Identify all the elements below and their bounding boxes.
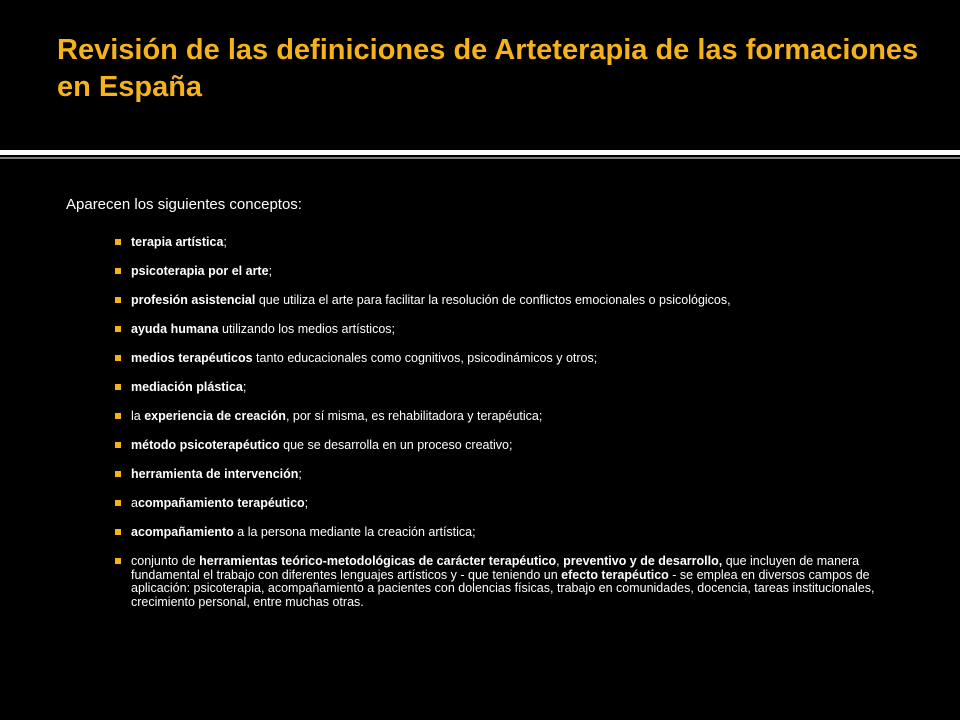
- concept-text: ;: [304, 496, 309, 510]
- concept-text: conjunto de: [131, 554, 200, 568]
- list-item: [115, 236, 905, 250]
- concept-text: a: [131, 496, 138, 510]
- list-item: [115, 439, 905, 453]
- concept-text: - se emplea en diversos campos de aplicación: psicoterapia, acompañamiento a pacientes con dolencias físicas, trabajo en comunidades, docencia, tareas institucionales, crecimiento personal, entre muchas otras.: [131, 567, 875, 609]
- concept-keyword: herramienta de intervención: [131, 467, 299, 481]
- concept-text: , por sí misma, es rehabilitadora y terapéutica;: [285, 409, 543, 423]
- square-bullet-icon: [115, 326, 121, 332]
- concept-text: tanto educacionales como cognitivos, psicodinámicos y otros;: [252, 351, 598, 365]
- list-item: [115, 526, 905, 540]
- concept-text: que utiliza el arte para facilitar la resolución de conflictos emocionales o psicológicos,: [255, 293, 731, 307]
- square-bullet-icon: [115, 239, 121, 245]
- concept-text: ;: [268, 264, 273, 278]
- concept-keyword: efecto terapéutico: [561, 567, 669, 582]
- list-item: [115, 555, 905, 609]
- concept-text: que incluyen de manera fundamental el trabajo con diferentes lenguajes artísticos y - que teniendo un: [131, 554, 860, 582]
- concept-keyword: mediación plástica: [131, 380, 243, 394]
- concept-text: a la persona mediante la creación artística;: [233, 525, 476, 539]
- concept-text: que se desarrolla en un proceso creativo;: [279, 438, 513, 452]
- slide-title: Revisión de las definiciones de Arteterapia de las formaciones en España: [57, 34, 919, 103]
- concept-text: la: [131, 409, 145, 423]
- square-bullet-icon: [115, 442, 121, 448]
- title-divider: [0, 150, 960, 155]
- concept-keyword: psicoterapia por el arte: [131, 264, 269, 278]
- concept-keyword: herramientas teórico-metodológicas de carácter terapéutico: [199, 554, 557, 568]
- concept-text: ;: [298, 467, 302, 481]
- concept-keyword: terapia artística: [131, 235, 224, 249]
- square-bullet-icon: [115, 355, 121, 361]
- square-bullet-icon: [115, 297, 121, 303]
- square-bullet-icon: [115, 471, 121, 477]
- concept-text: ;: [242, 380, 247, 394]
- concept-keyword: método psicoterapéutico: [131, 438, 280, 452]
- square-bullet-icon: [115, 529, 121, 535]
- title-divider-shadow: [0, 157, 960, 159]
- concept-keyword: preventivo y de desarrollo,: [563, 554, 723, 568]
- list-item: [115, 410, 905, 424]
- concept-text: utilizando los medios artísticos;: [218, 322, 395, 336]
- square-bullet-icon: [115, 268, 121, 274]
- list-item: [115, 294, 905, 308]
- list-item: [115, 323, 905, 337]
- list-item: [115, 265, 905, 279]
- list-item: [115, 352, 905, 366]
- list-item: [115, 497, 905, 511]
- square-bullet-icon: [115, 413, 121, 419]
- square-bullet-icon: [115, 558, 121, 564]
- concept-text: ;: [223, 235, 227, 249]
- square-bullet-icon: [115, 384, 121, 390]
- list-item: [115, 381, 905, 395]
- intro-text: Aparecen los siguientes conceptos:: [66, 196, 302, 213]
- concept-keyword: experiencia de creación: [144, 409, 286, 423]
- concept-keyword: compañamiento terapéutico: [137, 496, 305, 510]
- concept-keyword: acompañamiento: [131, 525, 234, 539]
- square-bullet-icon: [115, 500, 121, 506]
- concept-list: [115, 236, 905, 625]
- concept-text: ,: [556, 554, 564, 568]
- concept-keyword: profesión asistencial: [131, 293, 256, 307]
- list-item: [115, 468, 905, 482]
- concept-keyword: medios terapéuticos: [131, 351, 253, 365]
- concept-keyword: ayuda humana: [131, 322, 219, 336]
